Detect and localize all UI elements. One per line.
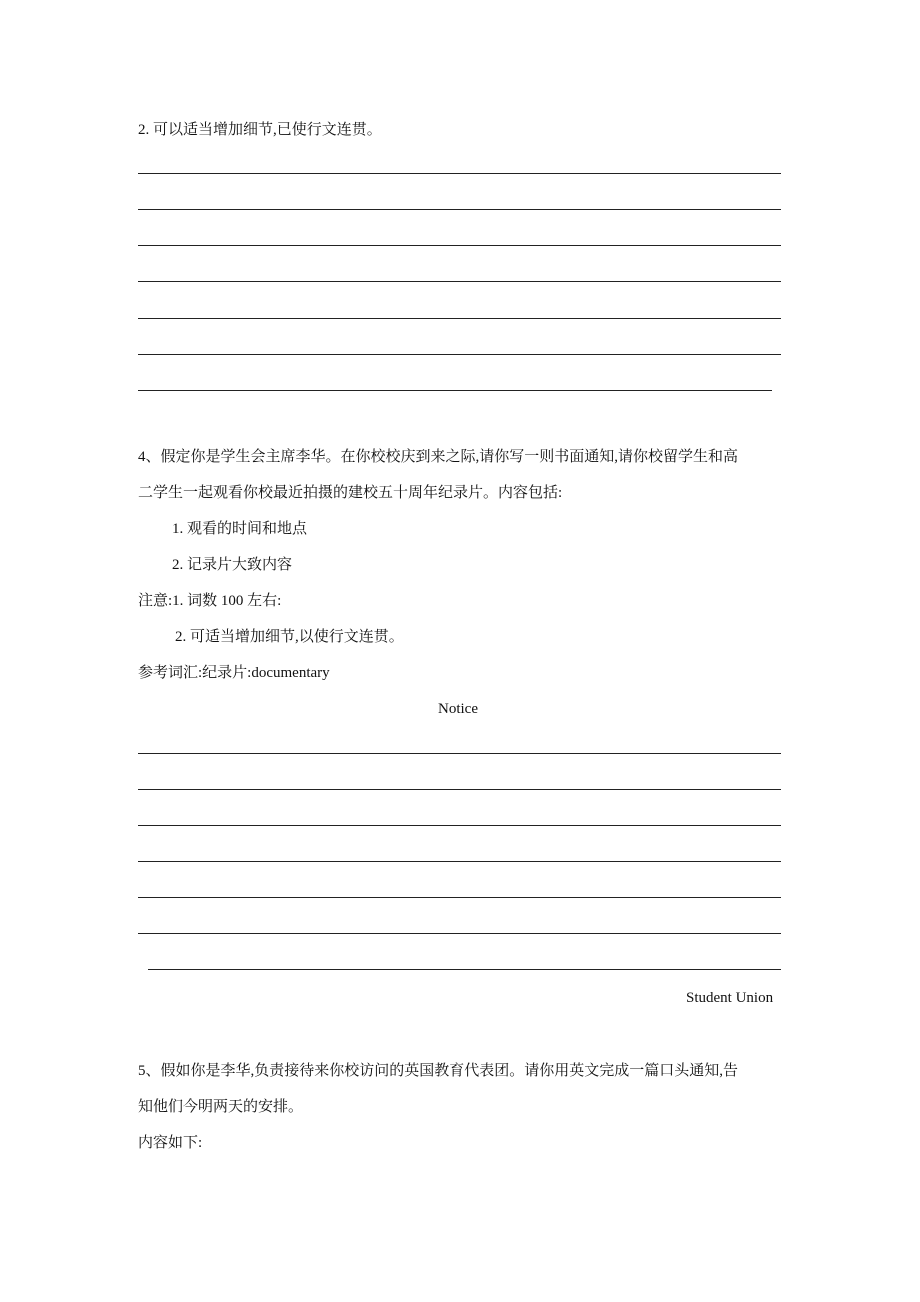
answer-line [138, 825, 781, 826]
q4-prompt-line2: 二学生一起观看你校最近拍摄的建校五十周年纪录片。内容包括: [138, 485, 563, 501]
q4-vocab: 参考词汇:纪录片:documentary [138, 665, 330, 681]
answer-line [138, 318, 781, 319]
answer-line [138, 897, 781, 898]
answer-line [138, 281, 781, 282]
q4-prompt-line1: 4、假定你是学生会主席李华。在你校校庆到来之际,请你写一则书面通知,请你校留学生和高 [138, 449, 739, 465]
q4-note-1: 注意:1. 词数 100 左右: [138, 593, 282, 609]
notice-title: Notice [438, 701, 478, 717]
q4-item-2: 2. 记录片大致内容 [172, 557, 293, 573]
answer-line [148, 969, 781, 970]
answer-line [138, 933, 781, 934]
notice-signature: Student Union [686, 990, 774, 1006]
answer-line [138, 390, 772, 391]
q5-prompt-line1: 5、假如你是李华,负责接待来你校访问的英国教育代表团。请你用英文完成一篇口头通知,告 [138, 1063, 739, 1079]
answer-line [138, 789, 781, 790]
q5-prompt-line3: 内容如下: [138, 1135, 203, 1151]
answer-line [138, 245, 781, 246]
answer-line [138, 209, 781, 210]
q3-note-2: 2. 可以适当增加细节,已使行文连贯。 [138, 122, 382, 138]
q4-note-2: 2. 可适当增加细节,以使行文连贯。 [175, 629, 404, 645]
answer-line [138, 753, 781, 754]
answer-line [138, 861, 781, 862]
q5-prompt-line2: 知他们今明两天的安排。 [138, 1099, 304, 1115]
q4-item-1: 1. 观看的时间和地点 [172, 521, 308, 537]
answer-line [138, 354, 781, 355]
answer-line [138, 173, 781, 174]
